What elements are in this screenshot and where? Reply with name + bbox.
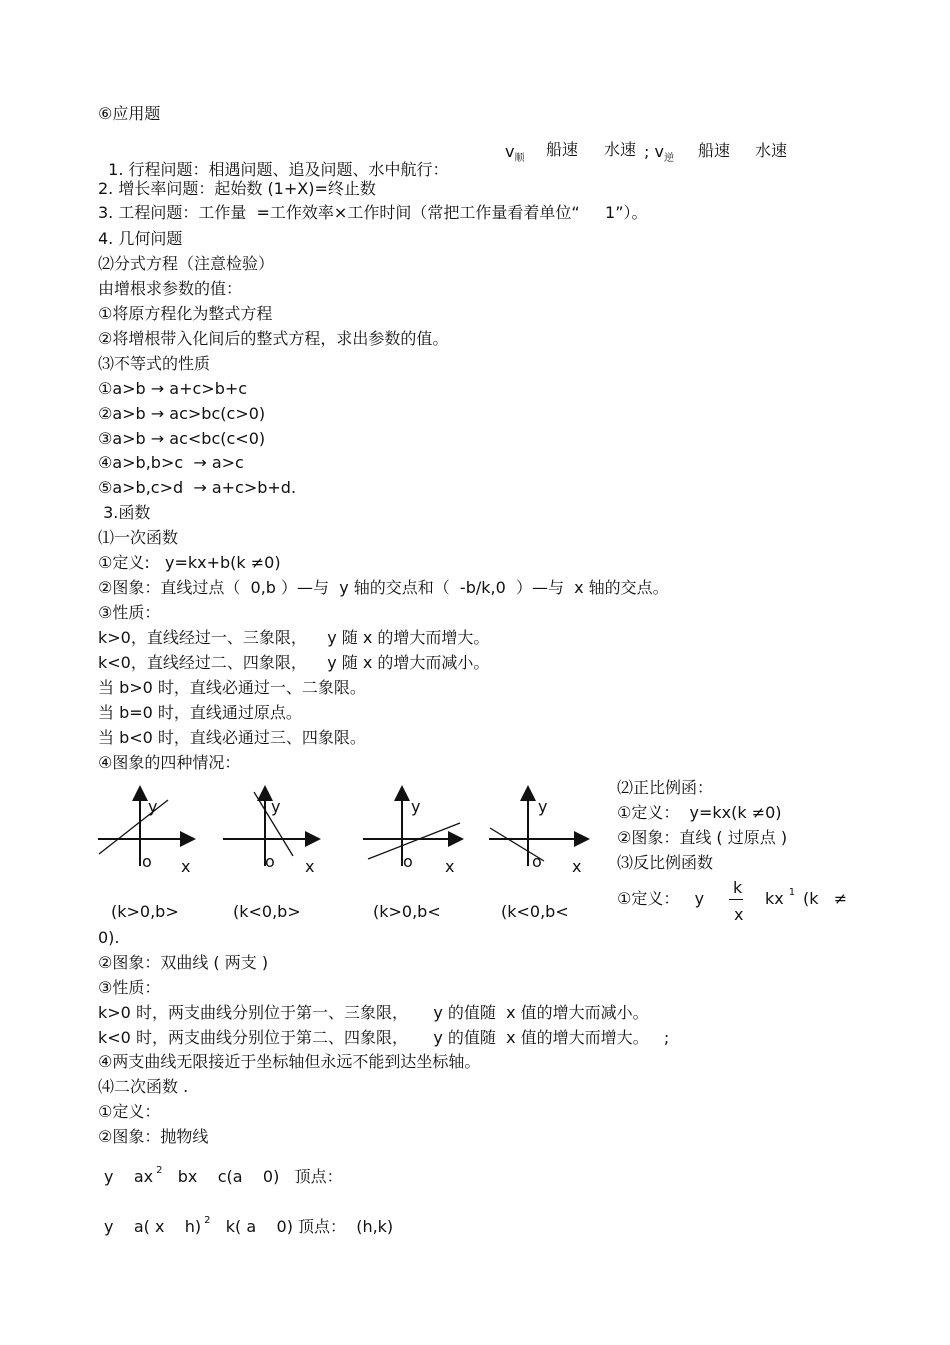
v-upstream xyxy=(644,142,674,169)
general-form-exponent: 2 xyxy=(156,1165,163,1176)
linear-graph: ②图象：直线过点（ 0,b ）—与 y 轴的交点和（ -b/k,0 ）—与 x 轴的交点。 xyxy=(98,578,669,597)
linear-function-heading: ⑴一次函数 xyxy=(98,528,179,547)
graph-2-x-label: x xyxy=(305,857,315,876)
b-zero-line: 当 b=0 时，直线通过原点。 xyxy=(98,703,302,722)
inverse-definition: ①定义： y xyxy=(617,889,705,908)
kx-text: kx xyxy=(765,889,784,908)
inverse-condition: (k ≠ xyxy=(803,889,848,908)
inverse-kx xyxy=(765,889,795,912)
inequality-4: ④a>b,b>c → a>c xyxy=(98,453,244,472)
graph-1-y-label: y xyxy=(148,797,158,816)
fraction-numerator: k xyxy=(733,878,743,897)
inverse-k-negative: k<0 时，两支曲线分别位于第二、四象限， y 的值随 x 值的增大而增大。 ; xyxy=(98,1028,670,1047)
graph-3-y-label: y xyxy=(411,797,421,816)
inverse-properties: ③性质： xyxy=(98,978,161,997)
v-downstream xyxy=(505,142,524,169)
water-speed-1: 水速 xyxy=(604,140,637,159)
inequality-5: ⑤a>b,c>d → a+c>b+d. xyxy=(98,478,297,497)
quadratic-general-form xyxy=(104,1167,343,1190)
graph-2-caption: (k<0,b> xyxy=(233,902,301,921)
fraction-bar xyxy=(729,899,743,900)
v-symbol-2: ; v xyxy=(644,142,664,161)
k-negative-line: k<0，直线经过二、四象限， y 随 x 的增大而减小。 xyxy=(98,653,490,672)
inequality-1: ①a>b → a+c>b+c xyxy=(98,379,248,398)
inequality-3: ③a>b → ac<bc(c<0) xyxy=(98,429,266,448)
kx-exponent: 1 xyxy=(788,887,796,898)
inverse-heading: ⑶反比例函数 xyxy=(617,853,714,872)
k-positive-line: k>0，直线经过一、三象限， y 随 x 的增大而增大。 xyxy=(98,628,490,647)
graph-3-caption: (k>0,b< xyxy=(373,902,441,921)
upstream-subscript: 逆 xyxy=(663,153,674,164)
section-applied-problems: ⑥应用题 xyxy=(98,104,161,123)
inequality-2: ②a>b → ac>bc(c>0) xyxy=(98,404,266,423)
graph-3-o-label: o xyxy=(403,852,413,871)
vertex-form-exponent: 2 xyxy=(204,1215,211,1226)
proportional-heading: ⑵正比例函： xyxy=(617,778,714,797)
vertex-form-a: y a( x h) xyxy=(104,1217,202,1236)
function-line xyxy=(99,800,168,854)
inverse-definition-end: 0). xyxy=(98,928,120,947)
graph-2-o-label: o xyxy=(265,852,275,871)
function-heading: 3.函数 xyxy=(98,503,151,522)
growth-rate-line: 2. 增长率问题：起始数 (1+X)=终止数 xyxy=(98,179,376,198)
quadratic-heading: ⑷二次函数 . xyxy=(98,1077,189,1096)
quadratic-vertex-form xyxy=(104,1217,393,1240)
graph-4-o-label: o xyxy=(532,852,542,871)
b-positive-line: 当 b>0 时，直线必通过一、二象限。 xyxy=(98,678,366,697)
function-line xyxy=(368,823,460,859)
graph-1-o-label: o xyxy=(142,852,152,871)
proportional-definition: ①定义： y=kx(k ≠0) xyxy=(617,803,782,822)
graph-4-caption: (k<0,b< xyxy=(501,902,569,921)
graph-4-y-label: y xyxy=(538,797,548,816)
linear-definition: ①定义: y=kx+b(k ≠0) xyxy=(98,553,281,572)
graph-2-y-label: y xyxy=(271,797,281,816)
step-2: ②将增根带入化间后的整式方程，求出参数的值。 xyxy=(98,329,449,348)
extraneous-root-heading: 由增根求参数的值： xyxy=(98,279,243,298)
proportional-graph: ②图象：直线 ( 过原点 ) xyxy=(617,828,788,847)
general-form-a: y ax xyxy=(104,1167,154,1186)
quadratic-definition: ①定义： xyxy=(98,1102,161,1121)
water-speed-2: 水速 xyxy=(755,141,788,160)
fraction-denominator: x xyxy=(734,905,744,924)
quadratic-graph: ②图象：抛物线 xyxy=(98,1127,209,1146)
boat-speed-2: 船速 xyxy=(698,141,731,160)
downstream-subscript: 顺 xyxy=(514,153,525,164)
graph-3-x-label: x xyxy=(445,857,455,876)
v-symbol: v xyxy=(505,142,515,161)
linear-properties: ③性质： xyxy=(98,603,161,622)
graph-1-caption: (k>0,b> xyxy=(111,902,179,921)
inverse-k-positive: k>0 时，两支曲线分别位于第一、三象限， y 的值随 x 值的增大而减小。 xyxy=(98,1003,649,1022)
travel-problem-text: 1. 行程问题：相遇问题、追及问题、水中航行： xyxy=(108,160,449,179)
fractional-equation-heading: ⑵分式方程（注意检验） xyxy=(98,254,275,273)
boat-speed-1: 船速 xyxy=(546,140,579,159)
inverse-asymptote: ④两支曲线无限接近于坐标轴但永远不能到达坐标轴。 xyxy=(98,1052,481,1071)
b-negative-line: 当 b<0 时，直线必通过三、四象限。 xyxy=(98,728,366,747)
step-1: ①将原方程化为整式方程 xyxy=(98,304,273,323)
graph-4-x-label: x xyxy=(572,857,582,876)
vertex-form-b: k( a 0) 顶点： (h,k) xyxy=(210,1217,394,1236)
graph-1-x-label: x xyxy=(181,857,191,876)
inverse-graph: ②图象：双曲线 ( 两支 ) xyxy=(98,953,269,972)
inequality-heading: ⑶不等式的性质 xyxy=(98,354,211,373)
four-cases-heading: ④图象的四种情况： xyxy=(98,753,241,772)
geometry-problem-line: 4. 几何问题 xyxy=(98,229,183,248)
general-form-b: bx c(a 0) 顶点： xyxy=(162,1167,343,1186)
travel-problem-line xyxy=(98,140,449,180)
work-problem-line: 3. 工程问题：工作量 =工作效率×工作时间（常把工作量看着单位“ 1”）。 xyxy=(98,203,648,222)
